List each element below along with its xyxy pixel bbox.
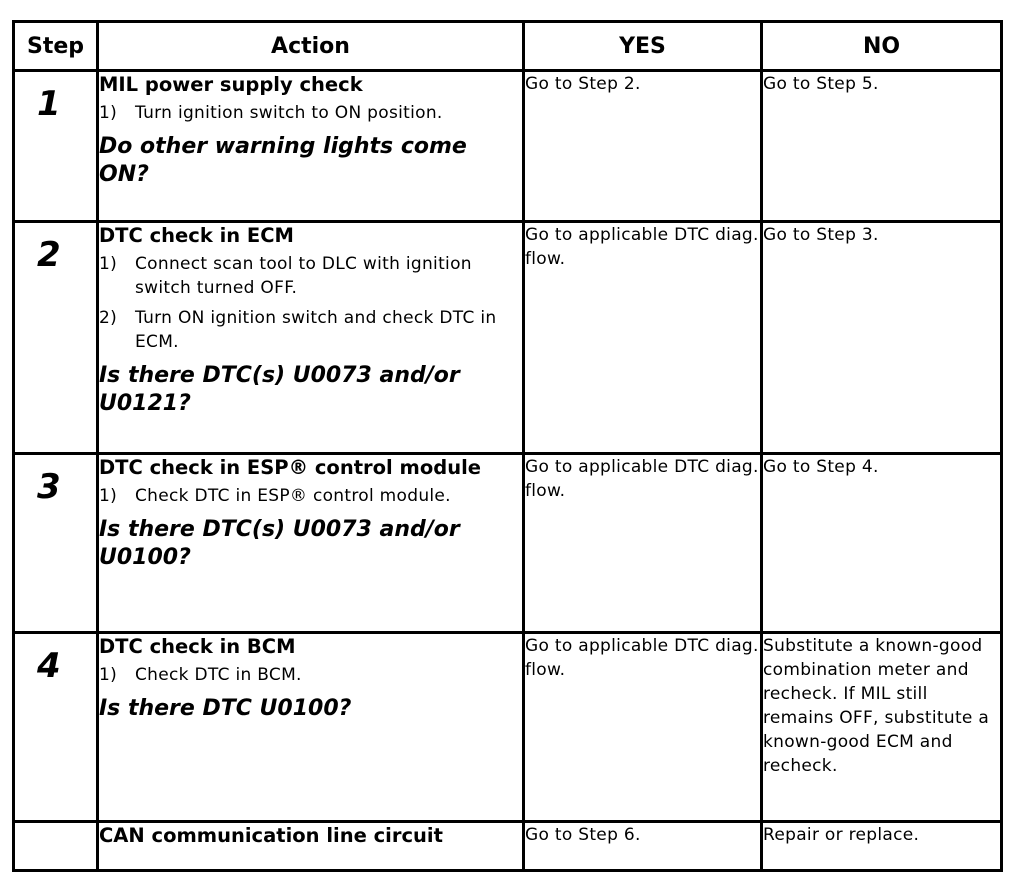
header-row [14, 22, 1002, 71]
step-number: 1 [37, 84, 61, 124]
action-step-number: 1) [99, 254, 118, 274]
yes-text: Go to applicable DTC diag. flow. [525, 636, 759, 680]
yes-cell [524, 71, 762, 222]
action-cell [98, 633, 524, 822]
yes-text: Go to Step 6. [525, 825, 641, 845]
action-step-text: Check DTC in ESP® control module. [135, 486, 451, 506]
yes-text: Go to applicable DTC diag. flow. [525, 225, 759, 269]
no-cell [762, 71, 1002, 222]
action-step [99, 252, 522, 300]
action-cell [98, 222, 524, 454]
yes-text: Go to applicable DTC diag. flow. [525, 457, 759, 501]
action-step-text: Turn ignition switch to ON position. [135, 103, 443, 123]
action-cell [98, 454, 524, 633]
action-title: DTC check in BCM [99, 635, 296, 658]
action-cell [98, 71, 524, 222]
no-text: Go to Step 5. [763, 74, 879, 94]
header-action: Action [98, 22, 524, 71]
action-title: DTC check in ESP® control module [99, 456, 481, 479]
action-title: CAN communication line circuit [99, 824, 443, 847]
step-cell [14, 222, 98, 454]
header-yes: YES [524, 22, 762, 71]
step-cell [14, 822, 98, 871]
table-row [14, 633, 1002, 822]
header-no: NO [762, 22, 1002, 71]
table-row [14, 222, 1002, 454]
step-cell [14, 633, 98, 822]
action-step [99, 306, 522, 354]
step-number: 3 [37, 467, 61, 507]
yes-text: Go to Step 2. [525, 74, 641, 94]
yes-cell [524, 222, 762, 454]
action-step-number: 1) [99, 665, 118, 685]
action-question: Is there DTC U0100? [99, 696, 352, 721]
no-text: Repair or replace. [763, 825, 920, 845]
action-steps [99, 252, 522, 354]
action-cell [98, 822, 524, 871]
action-title: DTC check in ECM [99, 224, 294, 247]
action-question: Do other warning lights come ON? [99, 134, 467, 187]
step-cell [14, 454, 98, 633]
action-question: Is there DTC(s) U0073 and/or U0100? [99, 517, 460, 570]
diagnostic-table [12, 20, 1003, 872]
no-text: Substitute a known-good combination meter and recheck. If MIL still remains OFF, substitute a known-good ECM and recheck. [763, 636, 990, 776]
yes-cell [524, 822, 762, 871]
step-number: 4 [37, 646, 61, 686]
yes-cell [524, 454, 762, 633]
action-steps [99, 484, 522, 508]
action-step-text: Turn ON ignition switch and check DTC in ECM. [135, 308, 497, 352]
table-row [14, 454, 1002, 633]
action-step [99, 101, 522, 125]
table-row [14, 822, 1002, 871]
no-cell [762, 633, 1002, 822]
step-number [15, 823, 96, 837]
yes-cell [524, 633, 762, 822]
action-step-number: 1) [99, 103, 118, 123]
action-step-text: Check DTC in BCM. [135, 665, 302, 685]
step-cell [14, 71, 98, 222]
header-step: Step [14, 22, 98, 71]
no-cell [762, 822, 1002, 871]
action-step [99, 484, 522, 508]
action-question: Is there DTC(s) U0073 and/or U0121? [99, 363, 460, 416]
step-number: 2 [37, 235, 61, 275]
action-steps [99, 101, 522, 125]
no-cell [762, 222, 1002, 454]
no-cell [762, 454, 1002, 633]
action-title: MIL power supply check [99, 73, 363, 96]
table-row [14, 71, 1002, 222]
action-steps [99, 663, 522, 687]
no-text: Go to Step 3. [763, 225, 879, 245]
action-step-number: 1) [99, 486, 118, 506]
action-step [99, 663, 522, 687]
no-text: Go to Step 4. [763, 457, 879, 477]
action-step-number: 2) [99, 308, 118, 328]
action-step-text: Connect scan tool to DLC with ignition switch turned OFF. [135, 254, 472, 298]
